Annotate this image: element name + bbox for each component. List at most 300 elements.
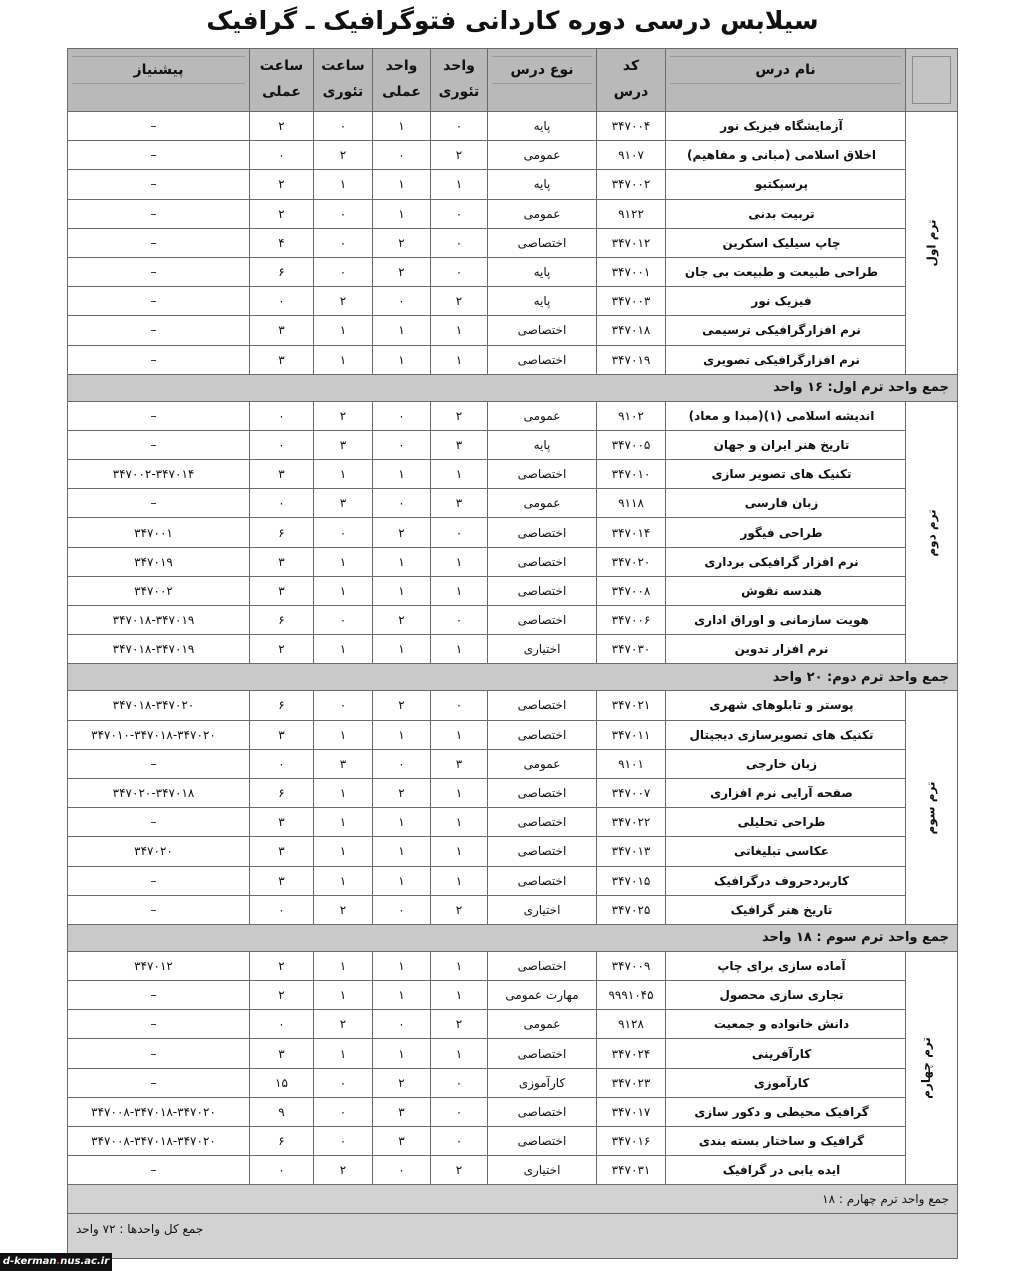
course-row [68,460,958,489]
practical-hours: ۰ [250,287,314,316]
practical-units: ۱ [373,720,431,749]
header-corner [906,49,958,112]
theory-units: ۱ [431,170,488,199]
practical-units: ۳ [373,1127,431,1156]
course-code: ۹۱۰۷ [597,141,666,170]
prerequisite: ۳۴۷۰۰۱ [68,518,250,547]
course-code: ۹۱۲۸ [597,1010,666,1039]
practical-hours: ۳ [250,808,314,837]
prerequisite: ۳۴۷۰۱۰-۳۴۷۰۱۸-۳۴۷۰۲۰ [68,720,250,749]
course-type: اختصاصی [488,778,597,807]
course-row [68,287,958,316]
theory-units: ۳ [431,749,488,778]
header-prerequisite: پیشنیاز [68,49,250,112]
course-row [68,141,958,170]
practical-hours: ۶ [250,778,314,807]
practical-units: ۲ [373,257,431,286]
course-name: کارآفرینی [666,1039,906,1068]
course-code: ۳۴۷۰۲۱ [597,691,666,720]
practical-units: ۱ [373,866,431,895]
theory-units: ۳ [431,489,488,518]
prerequisite: – [68,170,250,199]
practical-hours: ۲ [250,170,314,199]
course-type: اختصاصی [488,1039,597,1068]
theory-hours: ۲ [314,401,373,430]
practical-hours: ۳ [250,720,314,749]
practical-hours: ۲ [250,112,314,141]
theory-units: ۱ [431,720,488,749]
theory-hours: ۱ [314,866,373,895]
theory-hours: ۰ [314,606,373,635]
prerequisite: – [68,1068,250,1097]
course-code: ۳۴۷۰۱۱ [597,720,666,749]
course-name: صفحه آرایی نرم افزاری [666,778,906,807]
practical-units: ۳ [373,1097,431,1126]
theory-hours: ۱ [314,720,373,749]
course-row [68,981,958,1010]
theory-units: ۰ [431,112,488,141]
prerequisite: ۳۴۷۰۱۸-۳۴۷۰۱۹ [68,606,250,635]
practical-units: ۱ [373,808,431,837]
theory-units: ۱ [431,635,488,664]
prerequisite: ۳۴۷۰۲۰-۳۴۷۰۱۸ [68,778,250,807]
course-row [68,866,958,895]
course-type: عمومی [488,749,597,778]
course-name: چاپ سیلیک اسکرین [666,228,906,257]
semester-total: جمع واحد ترم دوم: ۲۰ واحد [68,664,958,691]
practical-hours: ۰ [250,1156,314,1185]
practical-hours: ۲ [250,981,314,1010]
practical-units: ۲ [373,228,431,257]
course-type: پایه [488,170,597,199]
course-code: ۳۴۷۰۱۰ [597,460,666,489]
theory-units: ۱ [431,981,488,1010]
course-code: ۳۴۷۰۰۵ [597,430,666,459]
theory-hours: ۰ [314,228,373,257]
semester-total-row [68,374,958,401]
course-code: ۳۴۷۰۰۸ [597,576,666,605]
course-type: اختصاصی [488,1097,597,1126]
course-type: اختصاصی [488,460,597,489]
course-type: اختصاصی [488,866,597,895]
theory-hours: ۱ [314,345,373,374]
course-row [68,778,958,807]
header-practical-units: واحد عملی [373,49,431,112]
practical-units: ۱ [373,112,431,141]
theory-units: ۱ [431,951,488,980]
course-name: دانش خانواده و جمعیت [666,1010,906,1039]
theory-hours: ۳ [314,489,373,518]
course-code: ۹۱۰۱ [597,749,666,778]
course-type: عمومی [488,489,597,518]
prerequisite: ۳۴۷۰۰۲ [68,576,250,605]
course-row [68,316,958,345]
course-type: اختصاصی [488,228,597,257]
header-theory-hours: ساعت تئوری [314,49,373,112]
theory-units: ۰ [431,199,488,228]
theory-hours: ۱ [314,635,373,664]
course-row [68,1039,958,1068]
theory-hours: ۲ [314,141,373,170]
course-type: اختیاری [488,635,597,664]
header-practical-hours: ساعت عملی [250,49,314,112]
practical-units: ۰ [373,141,431,170]
course-type: پایه [488,257,597,286]
prerequisite: ۳۴۷۰۱۸-۳۴۷۰۱۹ [68,635,250,664]
course-type: اختصاصی [488,691,597,720]
practical-hours: ۱۵ [250,1068,314,1097]
course-name: نرم افزارگرافیکی ترسیمی [666,316,906,345]
course-code: ۳۴۷۰۰۱ [597,257,666,286]
header-course-type: نوع درس [488,49,597,112]
semester-total-row [68,664,958,691]
course-code: ۳۴۷۰۱۸ [597,316,666,345]
practical-units: ۱ [373,316,431,345]
course-code: ۳۴۷۰۳۱ [597,1156,666,1185]
course-row [68,749,958,778]
course-row [68,808,958,837]
course-code: ۳۴۷۰۰۷ [597,778,666,807]
theory-units: ۱ [431,808,488,837]
semester-total-row [68,924,958,951]
theory-hours: ۰ [314,199,373,228]
practical-units: ۲ [373,1068,431,1097]
theory-hours: ۱ [314,808,373,837]
theory-units: ۰ [431,257,488,286]
course-type: اختصاصی [488,808,597,837]
theory-hours: ۱ [314,316,373,345]
practical-hours: ۶ [250,257,314,286]
practical-hours: ۳ [250,1039,314,1068]
theory-hours: ۲ [314,1010,373,1039]
theory-hours: ۲ [314,895,373,924]
course-name: تاریخ هنر گرافیک [666,895,906,924]
prerequisite: ۳۴۷۰۱۸-۳۴۷۰۲۰ [68,691,250,720]
course-type: اختصاصی [488,518,597,547]
semester-label: ترم اول [906,112,958,375]
prerequisite: – [68,1010,250,1039]
practical-units: ۱ [373,635,431,664]
prerequisite: – [68,749,250,778]
practical-units: ۱ [373,951,431,980]
practical-units: ۰ [373,489,431,518]
prerequisite: – [68,895,250,924]
site-watermark: d-kerman.nus.ac.ir [0,1253,112,1271]
theory-units: ۲ [431,401,488,430]
practical-hours: ۴ [250,228,314,257]
header-theory-units: واحد تئوری [431,49,488,112]
course-code: ۳۴۷۰۲۲ [597,808,666,837]
practical-units: ۱ [373,460,431,489]
theory-units: ۲ [431,1156,488,1185]
header-course-name: نام درس [666,49,906,112]
prerequisite: – [68,1039,250,1068]
theory-units: ۱ [431,345,488,374]
practical-units: ۰ [373,749,431,778]
prerequisite: – [68,316,250,345]
theory-units: ۱ [431,460,488,489]
theory-units: ۱ [431,837,488,866]
theory-hours: ۳ [314,749,373,778]
course-name: ایده یابی در گرافیک [666,1156,906,1185]
theory-units: ۱ [431,316,488,345]
prerequisite: – [68,257,250,286]
course-name: کارآموزی [666,1068,906,1097]
course-row [68,837,958,866]
practical-units: ۱ [373,199,431,228]
theory-hours: ۱ [314,547,373,576]
course-name: هویت سازمانی و اوراق اداری [666,606,906,635]
theory-hours: ۰ [314,691,373,720]
practical-units: ۲ [373,691,431,720]
practical-hours: ۳ [250,460,314,489]
course-code: ۹۹۹۱۰۴۵ [597,981,666,1010]
course-row [68,228,958,257]
semester-label: ترم دوم [906,401,958,664]
course-type: عمومی [488,401,597,430]
course-row [68,1010,958,1039]
prerequisite: – [68,228,250,257]
practical-hours: ۳ [250,316,314,345]
theory-units: ۱ [431,1039,488,1068]
practical-hours: ۰ [250,141,314,170]
course-type: پایه [488,430,597,459]
course-name: آزمایشگاه فیزیک نور [666,112,906,141]
practical-units: ۲ [373,606,431,635]
course-name: زبان فارسی [666,489,906,518]
practical-units: ۱ [373,1039,431,1068]
course-code: ۳۴۷۰۱۳ [597,837,666,866]
course-row [68,518,958,547]
theory-hours: ۰ [314,1068,373,1097]
theory-hours: ۰ [314,257,373,286]
table-header-row [68,49,958,112]
theory-hours: ۳ [314,430,373,459]
practical-hours: ۹ [250,1097,314,1126]
theory-units: ۰ [431,1097,488,1126]
practical-hours: ۰ [250,430,314,459]
course-row [68,635,958,664]
course-code: ۹۱۲۲ [597,199,666,228]
prerequisite: – [68,430,250,459]
theory-units: ۰ [431,691,488,720]
theory-hours: ۰ [314,1097,373,1126]
course-code: ۳۴۷۰۱۵ [597,866,666,895]
practical-hours: ۳ [250,547,314,576]
theory-hours: ۰ [314,112,373,141]
theory-hours: ۱ [314,1039,373,1068]
practical-hours: ۶ [250,1127,314,1156]
course-name: تاریخ هنر ایران و جهان [666,430,906,459]
practical-units: ۰ [373,1156,431,1185]
practical-units: ۲ [373,518,431,547]
course-code: ۳۴۷۰۲۴ [597,1039,666,1068]
course-type: اختیاری [488,895,597,924]
theory-units: ۰ [431,518,488,547]
practical-hours: ۶ [250,606,314,635]
course-code: ۳۴۷۰۰۶ [597,606,666,635]
theory-hours: ۲ [314,287,373,316]
course-row [68,691,958,720]
practical-hours: ۳ [250,866,314,895]
theory-units: ۱ [431,576,488,605]
course-code: ۹۱۰۲ [597,401,666,430]
prerequisite: ۳۴۷۰۱۲ [68,951,250,980]
prerequisite: ۳۴۷۰۰۸-۳۴۷۰۱۸-۳۴۷۰۲۰ [68,1097,250,1126]
course-type: عمومی [488,141,597,170]
theory-units: ۰ [431,606,488,635]
course-type: اختصاصی [488,837,597,866]
course-name: هندسه نقوش [666,576,906,605]
practical-units: ۱ [373,345,431,374]
course-row [68,1068,958,1097]
practical-hours: ۲ [250,635,314,664]
course-type: عمومی [488,1010,597,1039]
practical-hours: ۳ [250,345,314,374]
course-name: فیزیک نور [666,287,906,316]
course-name: زبان خارجی [666,749,906,778]
prerequisite: ۳۴۷۰۱۹ [68,547,250,576]
semester-total: جمع واحد ترم چهارم : ۱۸ [68,1185,958,1214]
course-row [68,547,958,576]
course-type: اختیاری [488,1156,597,1185]
course-code: ۳۴۷۰۲۵ [597,895,666,924]
course-row [68,1127,958,1156]
course-type: عمومی [488,199,597,228]
theory-units: ۰ [431,1068,488,1097]
course-name: عکاسی تبلیغاتی [666,837,906,866]
course-code: ۳۴۷۰۰۴ [597,112,666,141]
practical-hours: ۰ [250,489,314,518]
course-name: کاربردحروف درگرافیک [666,866,906,895]
prerequisite: ۳۴۷۰۰۲-۳۴۷۰۱۴ [68,460,250,489]
practical-hours: ۲ [250,951,314,980]
theory-units: ۲ [431,287,488,316]
practical-units: ۱ [373,981,431,1010]
course-type: اختصاصی [488,1127,597,1156]
theory-units: ۲ [431,1010,488,1039]
header-course-code: کد درس [597,49,666,112]
grand-total-row [68,1214,958,1259]
theory-units: ۱ [431,547,488,576]
practical-hours: ۳ [250,576,314,605]
prerequisite: – [68,287,250,316]
prerequisite: – [68,345,250,374]
course-code: ۳۴۷۰۱۹ [597,345,666,374]
course-code: ۳۴۷۰۱۴ [597,518,666,547]
prerequisite: ۳۴۷۰۲۰ [68,837,250,866]
course-code: ۳۴۷۰۰۲ [597,170,666,199]
course-name: اخلاق اسلامی (مبانی و مفاهیم) [666,141,906,170]
course-row [68,199,958,228]
course-code: ۳۴۷۰۱۲ [597,228,666,257]
prerequisite: – [68,401,250,430]
prerequisite: – [68,489,250,518]
course-type: اختصاصی [488,606,597,635]
course-code: ۳۴۷۰۲۳ [597,1068,666,1097]
practical-hours: ۳ [250,837,314,866]
course-type: اختصاصی [488,720,597,749]
practical-units: ۲ [373,778,431,807]
practical-units: ۰ [373,895,431,924]
semester-label: ترم چهارم [906,951,958,1185]
course-type: اختصاصی [488,316,597,345]
semester-total: جمع واحد ترم سوم : ۱۸ واحد [68,924,958,951]
course-name: آماده سازی برای چاپ [666,951,906,980]
course-name: تربیت بدنی [666,199,906,228]
practical-units: ۱ [373,837,431,866]
course-row [68,1097,958,1126]
course-type: پایه [488,287,597,316]
theory-units: ۲ [431,141,488,170]
course-name: پوستر و تابلوهای شهری [666,691,906,720]
course-name: پرسپکتیو [666,170,906,199]
course-type: کارآموزی [488,1068,597,1097]
semester-total: جمع واحد ترم اول: ۱۶ واحد [68,374,958,401]
course-row [68,1156,958,1185]
theory-hours: ۱ [314,981,373,1010]
practical-hours: ۰ [250,401,314,430]
course-name: گرافیک محیطی و دکور سازی [666,1097,906,1126]
course-name: گرافیک و ساختار بسته بندی [666,1127,906,1156]
course-code: ۳۴۷۰۳۰ [597,635,666,664]
theory-hours: ۱ [314,951,373,980]
practical-units: ۱ [373,547,431,576]
practical-hours: ۲ [250,199,314,228]
course-type: مهارت عمومی [488,981,597,1010]
course-row [68,576,958,605]
prerequisite: ۳۴۷۰۰۸-۳۴۷۰۱۸-۳۴۷۰۲۰ [68,1127,250,1156]
course-code: ۳۴۷۰۲۰ [597,547,666,576]
theory-hours: ۰ [314,518,373,547]
prerequisite: – [68,808,250,837]
syllabus-table [67,48,958,1259]
course-code: ۳۴۷۰۱۶ [597,1127,666,1156]
practical-hours: ۶ [250,691,314,720]
practical-units: ۱ [373,170,431,199]
course-row [68,606,958,635]
theory-units: ۰ [431,228,488,257]
practical-units: ۰ [373,430,431,459]
course-row [68,951,958,980]
course-row [68,345,958,374]
course-row [68,257,958,286]
practical-hours: ۶ [250,518,314,547]
prerequisite: – [68,141,250,170]
course-name: نرم افزار تدوین [666,635,906,664]
course-code: ۳۴۷۰۰۹ [597,951,666,980]
practical-hours: ۰ [250,749,314,778]
course-row [68,720,958,749]
course-name: طراحی فیگور [666,518,906,547]
practical-units: ۰ [373,401,431,430]
course-name: نرم افزار گرافیکی برداری [666,547,906,576]
course-row [68,401,958,430]
course-name: نرم افزارگرافیکی تصویری [666,345,906,374]
course-type: پایه [488,112,597,141]
practical-units: ۰ [373,1010,431,1039]
practical-units: ۱ [373,576,431,605]
course-type: اختصاصی [488,345,597,374]
theory-hours: ۱ [314,460,373,489]
theory-units: ۱ [431,778,488,807]
theory-units: ۳ [431,430,488,459]
grand-total: جمع کل واحدها : ۷۲ واحد [68,1214,958,1259]
theory-hours: ۱ [314,778,373,807]
theory-hours: ۱ [314,576,373,605]
course-name: تکنیک های تصویرسازی دیجیتال [666,720,906,749]
course-code: ۹۱۱۸ [597,489,666,518]
